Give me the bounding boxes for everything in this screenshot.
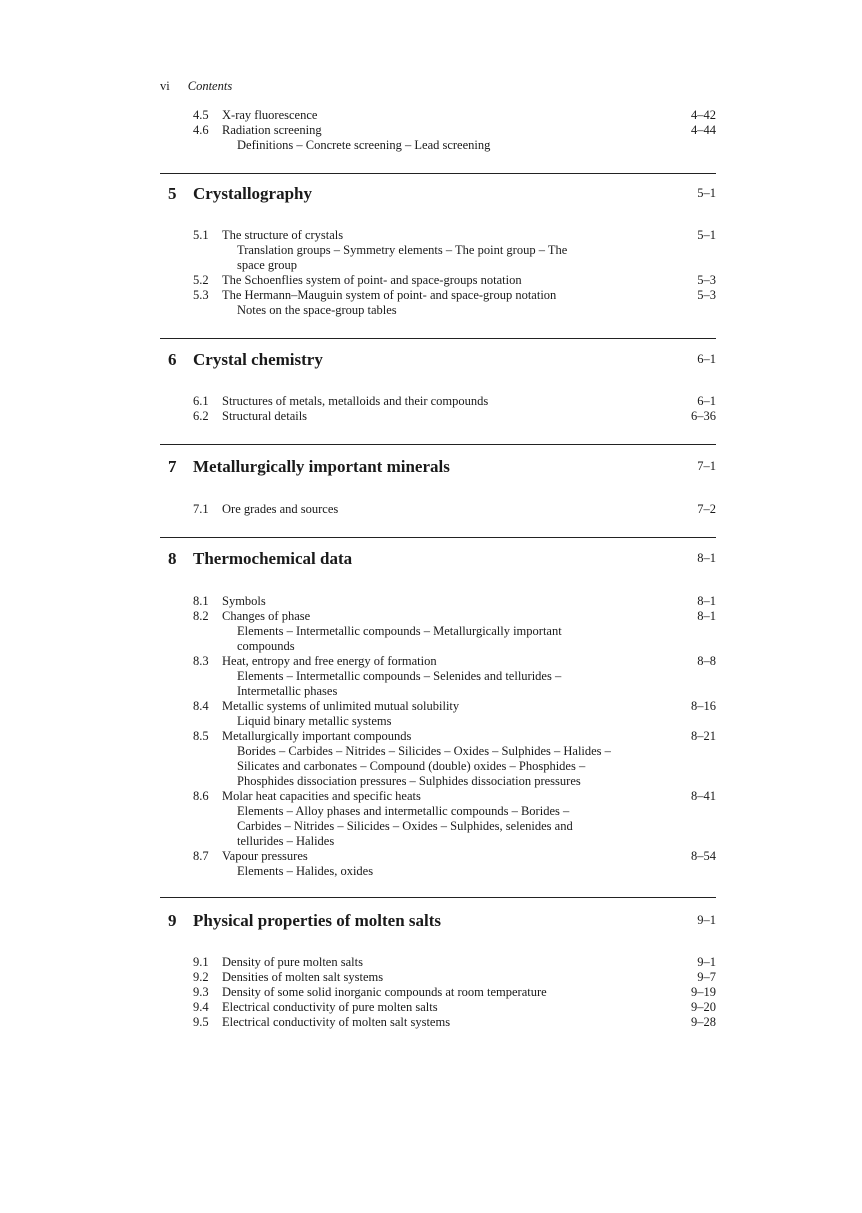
page-header bbox=[160, 79, 232, 94]
toc-entry-5-3[interactable]: 5.3 The Hermann–Mauguin system of point- and space-group notation 5–3 bbox=[193, 288, 716, 302]
toc-entry-9-2[interactable]: 9.2 Densities of molten salt systems 9–7 bbox=[193, 970, 716, 984]
toc-sub-8-6c: tellurides – Halides bbox=[237, 834, 335, 848]
toc-subentries-4-6: Definitions – Concrete screening – Lead screening bbox=[237, 138, 491, 152]
toc-sub-8-5b: Silicates and carbonates – Compound (double) oxides – Phosphides – bbox=[237, 759, 586, 773]
section-9 bbox=[160, 911, 716, 937]
toc-sub-8-5a: Borides – Carbides – Nitrides – Silicides – Oxides – Sulphides – Halides – bbox=[237, 744, 611, 758]
section-9-entries bbox=[160, 955, 716, 1030]
toc-entry-5-1[interactable]: 5.1 The structure of crystals 5–1 bbox=[193, 228, 716, 242]
toc-entry-7-1[interactable]: 7.1 Ore grades and sources 7–2 bbox=[193, 502, 716, 516]
toc-entry-8-2[interactable]: 8.2 Changes of phase 8–1 bbox=[193, 609, 716, 623]
toc-entry-8-7[interactable]: 8.7 Vapour pressures 8–54 bbox=[193, 849, 716, 863]
section-5 bbox=[160, 184, 716, 210]
toc-entry-4-5[interactable]: 4.5 X-ray fluorescence 4–42 bbox=[193, 108, 716, 122]
page-number: vi bbox=[160, 79, 170, 93]
toc-sub-8-7: Elements – Halides, oxides bbox=[237, 864, 374, 878]
section-6-entries bbox=[160, 394, 716, 424]
toc-entry-9-1[interactable]: 9.1 Density of pure molten salts 9–1 bbox=[193, 955, 716, 969]
toc-sub-8-3b: Intermetallic phases bbox=[237, 684, 338, 698]
toc-entry-8-4[interactable]: 8.4 Metallic systems of unlimited mutual solubility 8–16 bbox=[193, 699, 716, 713]
toc-sub-8-5c: Phosphides dissociation pressures – Sulphides dissociation pressures bbox=[237, 774, 581, 788]
chapter-heading-7[interactable]: 7 Metallurgically important minerals 7–1 bbox=[168, 457, 716, 476]
toc-sub-5-1a: Translation groups – Symmetry elements – The point group – The bbox=[237, 243, 568, 257]
section-7-entries bbox=[160, 502, 716, 517]
section-divider bbox=[160, 897, 716, 898]
section-8-entries bbox=[160, 594, 716, 884]
toc-entry-6-2[interactable]: 6.2 Structural details 6–36 bbox=[193, 409, 716, 423]
toc-entry-8-5[interactable]: 8.5 Metallurgically important compounds 8–21 bbox=[193, 729, 716, 743]
toc-sub-5-1b: space group bbox=[237, 258, 298, 272]
section-divider bbox=[160, 444, 716, 445]
section-7 bbox=[160, 457, 716, 483]
section-6 bbox=[160, 350, 716, 376]
toc-sub-8-2a: Elements – Intermetallic compounds – Metallurgically important bbox=[237, 624, 562, 638]
toc-entry-4-6[interactable]: 4.6 Radiation screening 4–44 bbox=[193, 123, 716, 137]
section-8 bbox=[160, 549, 716, 575]
section-divider bbox=[160, 537, 716, 538]
toc-entry-8-6[interactable]: 8.6 Molar heat capacities and specific heats 8–41 bbox=[193, 789, 716, 803]
toc-sub-8-4: Liquid binary metallic systems bbox=[237, 714, 392, 728]
chapter-heading-8[interactable]: 8 Thermochemical data 8–1 bbox=[168, 549, 716, 568]
toc-entry-8-1[interactable]: 8.1 Symbols 8–1 bbox=[193, 594, 716, 608]
toc-entry-8-3[interactable]: 8.3 Heat, entropy and free energy of formation 8–8 bbox=[193, 654, 716, 668]
section-4-tail bbox=[160, 108, 716, 152]
running-title: Contents bbox=[187, 79, 233, 93]
section-divider bbox=[160, 338, 716, 339]
toc-entry-5-2[interactable]: 5.2 The Schoenflies system of point- and space-groups notation 5–3 bbox=[193, 273, 716, 287]
toc-entry-9-5[interactable]: 9.5 Electrical conductivity of molten salt systems 9–28 bbox=[193, 1015, 716, 1029]
chapter-heading-5[interactable]: 5 Crystallography 5–1 bbox=[168, 184, 716, 203]
section-5-entries bbox=[160, 228, 716, 317]
toc-sub-8-2b: compounds bbox=[237, 639, 295, 653]
toc-entry-6-1[interactable]: 6.1 Structures of metals, metalloids and their compounds 6–1 bbox=[193, 394, 716, 408]
section-divider bbox=[160, 173, 716, 174]
toc-sub-8-3a: Elements – Intermetallic compounds – Selenides and tellurides – bbox=[237, 669, 562, 683]
toc-sub-8-6b: Carbides – Nitrides – Silicides – Oxides – Sulphides, selenides and bbox=[237, 819, 573, 833]
chapter-heading-6[interactable]: 6 Crystal chemistry 6–1 bbox=[168, 350, 716, 369]
toc-entry-9-4[interactable]: 9.4 Electrical conductivity of pure molten salts 9–20 bbox=[193, 1000, 716, 1014]
toc-sub-5-3: Notes on the space-group tables bbox=[237, 303, 397, 317]
toc-entry-9-3[interactable]: 9.3 Density of some solid inorganic compounds at room temperature 9–19 bbox=[193, 985, 716, 999]
toc-sub-8-6a: Elements – Alloy phases and intermetallic compounds – Borides – bbox=[237, 804, 570, 818]
chapter-heading-9[interactable]: 9 Physical properties of molten salts 9–1 bbox=[168, 911, 716, 930]
